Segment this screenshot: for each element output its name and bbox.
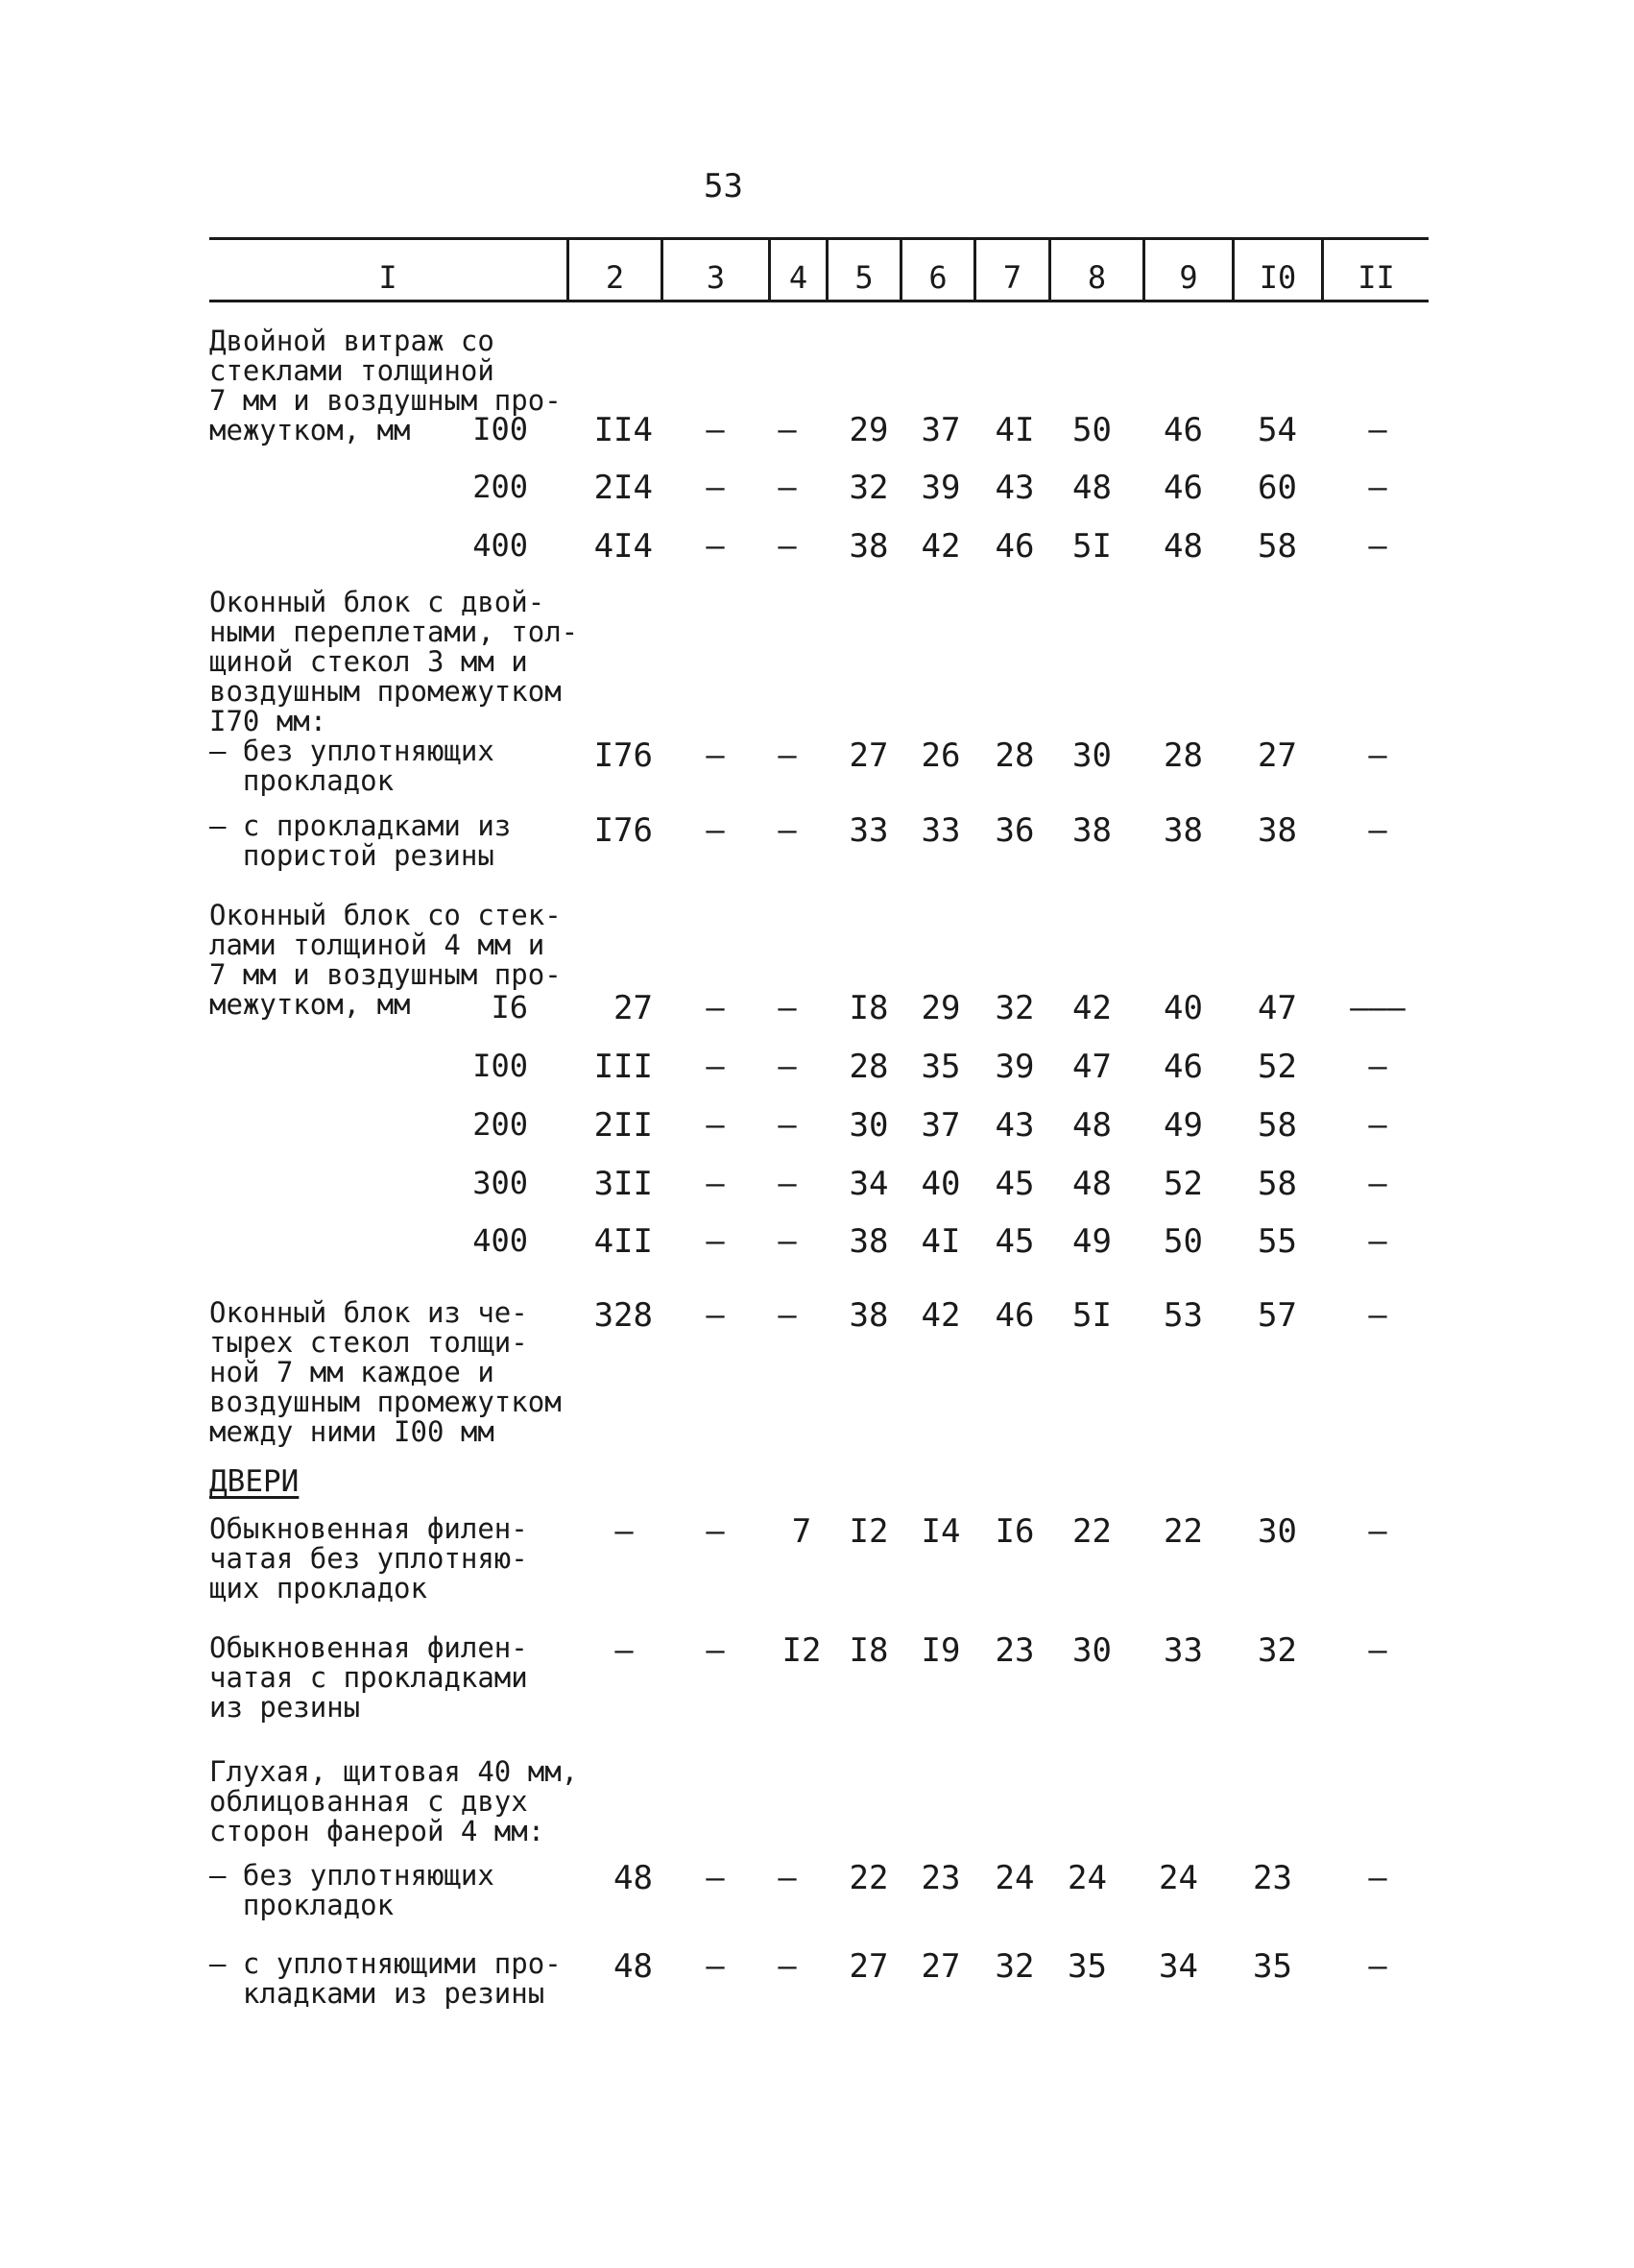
cell-col4: –: [778, 989, 797, 1025]
cell-col2: 48: [613, 1859, 653, 1897]
cell-col3: –: [706, 811, 725, 848]
column-header: 5: [854, 259, 874, 296]
cell-col4: –: [778, 1106, 797, 1143]
cell-col2: I76: [593, 811, 653, 850]
group-label: Оконный блок с двой- ными переплетами, тол- щиной стекол 3 мм и воздушным промежутком I70 мм:: [209, 586, 579, 737]
cell-col9: 40: [1164, 989, 1203, 1027]
cell-col4: –: [778, 1947, 797, 1984]
cell-col8: 22: [1072, 1512, 1112, 1551]
cell-col11: –––: [1350, 989, 1406, 1025]
cell-col5: 38: [849, 527, 889, 566]
cell-col8: 49: [1072, 1222, 1112, 1261]
cell-col2: 27: [613, 989, 653, 1027]
cell-col7: 45: [995, 1165, 1035, 1203]
cell-col7: I6: [995, 1512, 1035, 1551]
cell-col3: –: [706, 1048, 725, 1084]
cell-col6: 40: [921, 1165, 961, 1203]
cell-col2: II4: [593, 411, 653, 449]
cell-col11: –: [1368, 1947, 1387, 1984]
cell-col5: 29: [849, 411, 889, 449]
cell-col8: 30: [1072, 736, 1112, 775]
cell-col6: 42: [921, 1296, 961, 1335]
cell-col10: 58: [1258, 527, 1297, 566]
cell-col8: 42: [1072, 989, 1112, 1027]
cell-col9: 46: [1164, 411, 1203, 449]
cell-col3: –: [706, 1106, 725, 1143]
row-sub-label: 200: [472, 1106, 528, 1143]
cell-col7: 43: [995, 469, 1035, 507]
cell-col11: –: [1368, 1165, 1387, 1201]
cell-col8: 48: [1072, 1165, 1112, 1203]
cell-col8: 35: [1068, 1947, 1107, 1986]
cell-col2: III: [593, 1048, 653, 1086]
row-label: – без уплотняющих прокладок: [209, 1859, 494, 1921]
cell-col7: 23: [995, 1631, 1035, 1670]
cell-col6: 26: [921, 736, 961, 775]
cell-col7: 36: [995, 811, 1035, 850]
cell-col10: 57: [1258, 1296, 1297, 1335]
cell-col5: 32: [849, 469, 889, 507]
cell-col3: –: [706, 989, 725, 1025]
cell-col4: –: [778, 1859, 797, 1895]
row-sub-label: 300: [472, 1165, 528, 1201]
cell-col3: –: [706, 411, 725, 447]
cell-col2: 4I4: [593, 527, 653, 566]
cell-col4: –: [778, 1165, 797, 1201]
cell-col11: –: [1368, 1048, 1387, 1084]
cell-col8: 47: [1072, 1048, 1112, 1086]
cell-col9: 22: [1164, 1512, 1203, 1551]
group-label: Оконный блок со стек- лами толщиной 4 мм и 7 мм и воздушным про- межутком, мм: [209, 899, 562, 1021]
column-header: I0: [1259, 259, 1297, 296]
cell-col9: 28: [1164, 736, 1203, 775]
cell-col6: 37: [921, 1106, 961, 1145]
cell-col5: I2: [849, 1512, 889, 1551]
cell-col9: 46: [1164, 469, 1203, 507]
cell-col5: 30: [849, 1106, 889, 1145]
cell-col7: 32: [995, 989, 1035, 1027]
cell-col10: 58: [1258, 1106, 1297, 1145]
cell-col10: 35: [1253, 1947, 1292, 1986]
cell-col6: I9: [921, 1631, 961, 1670]
cell-col2: 2II: [593, 1106, 653, 1145]
column-header: I: [378, 259, 397, 296]
cell-col5: 38: [849, 1296, 889, 1335]
cell-col9: 33: [1164, 1631, 1203, 1670]
cell-col11: –: [1368, 1222, 1387, 1259]
cell-col11: –: [1368, 1859, 1387, 1895]
cell-col6: 27: [921, 1947, 961, 1986]
cell-col6: 37: [921, 411, 961, 449]
cell-col8: 5I: [1072, 1296, 1112, 1335]
cell-col8: 48: [1072, 469, 1112, 507]
cell-col3: –: [706, 1859, 725, 1895]
cell-col11: –: [1368, 527, 1387, 564]
column-header: 8: [1087, 259, 1107, 296]
cell-col7: 46: [995, 1296, 1035, 1335]
cell-col10: 60: [1258, 469, 1297, 507]
cell-col6: 29: [921, 989, 961, 1027]
row-sub-label: I6: [491, 989, 528, 1025]
cell-col2: –: [614, 1631, 634, 1668]
cell-col10: 52: [1258, 1048, 1297, 1086]
section-heading-doors: ДВЕРИ: [209, 1464, 300, 1499]
cell-col6: 33: [921, 811, 961, 850]
cell-col3: –: [706, 1947, 725, 1984]
cell-col5: 27: [849, 1947, 889, 1986]
cell-col4: –: [778, 736, 797, 773]
cell-col3: –: [706, 469, 725, 505]
cell-col8: 24: [1068, 1859, 1107, 1897]
cell-col2: 3II: [593, 1165, 653, 1203]
column-header: 6: [928, 259, 948, 296]
row-sub-label: 200: [472, 469, 528, 505]
cell-col11: –: [1368, 1631, 1387, 1668]
column-header: II: [1358, 259, 1395, 296]
cell-col6: 4I: [921, 1222, 961, 1261]
column-header: 7: [1002, 259, 1022, 296]
cell-col10: 27: [1258, 736, 1297, 775]
cell-col6: 39: [921, 469, 961, 507]
row-label: Обыкновенная филен- чатая с прокладками из резины: [209, 1631, 528, 1724]
row-label: Оконный блок из че- тырех стекол толщи- ной 7 мм каждое и воздушным промежутком между ними I00 мм: [209, 1296, 562, 1448]
cell-col5: 28: [849, 1048, 889, 1086]
cell-col11: –: [1368, 469, 1387, 505]
cell-col11: –: [1368, 736, 1387, 773]
cell-col3: –: [706, 527, 725, 564]
cell-col6: 35: [921, 1048, 961, 1086]
row-sub-label: I00: [472, 1048, 528, 1084]
cell-col8: 38: [1072, 811, 1112, 850]
column-header: 4: [788, 259, 808, 296]
cell-col7: 32: [995, 1947, 1035, 1986]
cell-col9: 52: [1164, 1165, 1203, 1203]
cell-col9: 24: [1159, 1859, 1198, 1897]
cell-col4: –: [778, 1048, 797, 1084]
cell-col5: I8: [849, 989, 889, 1027]
cell-col4: –: [778, 1222, 797, 1259]
cell-col5: 33: [849, 811, 889, 850]
cell-col6: 23: [921, 1859, 961, 1897]
cell-col2: I76: [593, 736, 653, 775]
cell-col6: I4: [921, 1512, 961, 1551]
table-top-rule: [209, 237, 1429, 240]
cell-col5: I8: [849, 1631, 889, 1670]
cell-col11: –: [1368, 411, 1387, 447]
cell-col11: –: [1368, 1106, 1387, 1143]
cell-col4: –: [778, 1296, 797, 1333]
cell-col9: 49: [1164, 1106, 1203, 1145]
cell-col10: 23: [1253, 1859, 1292, 1897]
row-label: – с уплотняющими про- кладками из резины: [209, 1947, 562, 2010]
cell-col7: 45: [995, 1222, 1035, 1261]
cell-col3: –: [706, 1165, 725, 1201]
row-label: Обыкновенная филен- чатая без уплотняю- щих прокладок: [209, 1512, 528, 1604]
cell-col10: 38: [1258, 811, 1297, 850]
cell-col7: 43: [995, 1106, 1035, 1145]
cell-col5: 34: [849, 1165, 889, 1203]
cell-col5: 38: [849, 1222, 889, 1261]
cell-col4: –: [778, 469, 797, 505]
cell-col11: –: [1368, 1296, 1387, 1333]
cell-col3: –: [706, 1512, 725, 1549]
cell-col7: 4I: [995, 411, 1035, 449]
cell-col11: –: [1368, 1512, 1387, 1549]
cell-col9: 34: [1159, 1947, 1198, 1986]
cell-col10: 54: [1258, 411, 1297, 449]
cell-col10: 55: [1258, 1222, 1297, 1261]
cell-col10: 47: [1258, 989, 1297, 1027]
cell-col4: –: [778, 411, 797, 447]
cell-col8: 50: [1072, 411, 1112, 449]
page-number: 53: [704, 167, 743, 205]
cell-col9: 53: [1164, 1296, 1203, 1335]
cell-col6: 42: [921, 527, 961, 566]
cell-col3: –: [706, 736, 725, 773]
cell-col7: 24: [995, 1859, 1035, 1897]
cell-col5: 22: [849, 1859, 889, 1897]
cell-col2: 4II: [593, 1222, 653, 1261]
group-label: Двойной витраж со стеклами толщиной 7 мм и воздушным про- межутком, мм: [209, 325, 562, 446]
cell-col10: 58: [1258, 1165, 1297, 1203]
cell-col2: 2I4: [593, 469, 653, 507]
column-header: 9: [1179, 259, 1198, 296]
cell-col5: 27: [849, 736, 889, 775]
cell-col10: 30: [1258, 1512, 1297, 1551]
cell-col9: 46: [1164, 1048, 1203, 1086]
cell-col3: –: [706, 1296, 725, 1333]
row-sub-label: 400: [472, 1222, 528, 1259]
column-header: 2: [605, 259, 625, 296]
cell-col10: 32: [1258, 1631, 1297, 1670]
cell-col4: I2: [781, 1631, 822, 1670]
cell-col2: –: [614, 1512, 634, 1549]
cell-col8: 30: [1072, 1631, 1112, 1670]
cell-col3: –: [706, 1222, 725, 1259]
cell-col7: 46: [995, 527, 1035, 566]
row-label: – без уплотняющих прокладок: [209, 735, 494, 797]
cell-col7: 39: [995, 1048, 1035, 1086]
row-sub-label: 400: [472, 527, 528, 564]
row-sub-label: I00: [472, 411, 528, 447]
cell-col2: 48: [613, 1947, 653, 1986]
group-label: Глухая, щитовая 40 мм, облицованная с двух сторон фанерой 4 мм:: [209, 1755, 579, 1847]
row-label: – с прокладками из пористой резины: [209, 809, 512, 872]
cell-col9: 48: [1164, 527, 1203, 566]
cell-col4: 7: [791, 1512, 812, 1551]
column-header: 3: [706, 259, 726, 296]
cell-col9: 50: [1164, 1222, 1203, 1261]
cell-col9: 38: [1164, 811, 1203, 850]
cell-col7: 28: [995, 736, 1035, 775]
cell-col3: –: [706, 1631, 725, 1668]
cell-col4: –: [778, 527, 797, 564]
cell-col2: 328: [593, 1296, 653, 1335]
cell-col8: 48: [1072, 1106, 1112, 1145]
table-header-bottom-rule: [209, 300, 1429, 302]
cell-col4: –: [778, 811, 797, 848]
cell-col8: 5I: [1072, 527, 1112, 566]
cell-col11: –: [1368, 811, 1387, 848]
